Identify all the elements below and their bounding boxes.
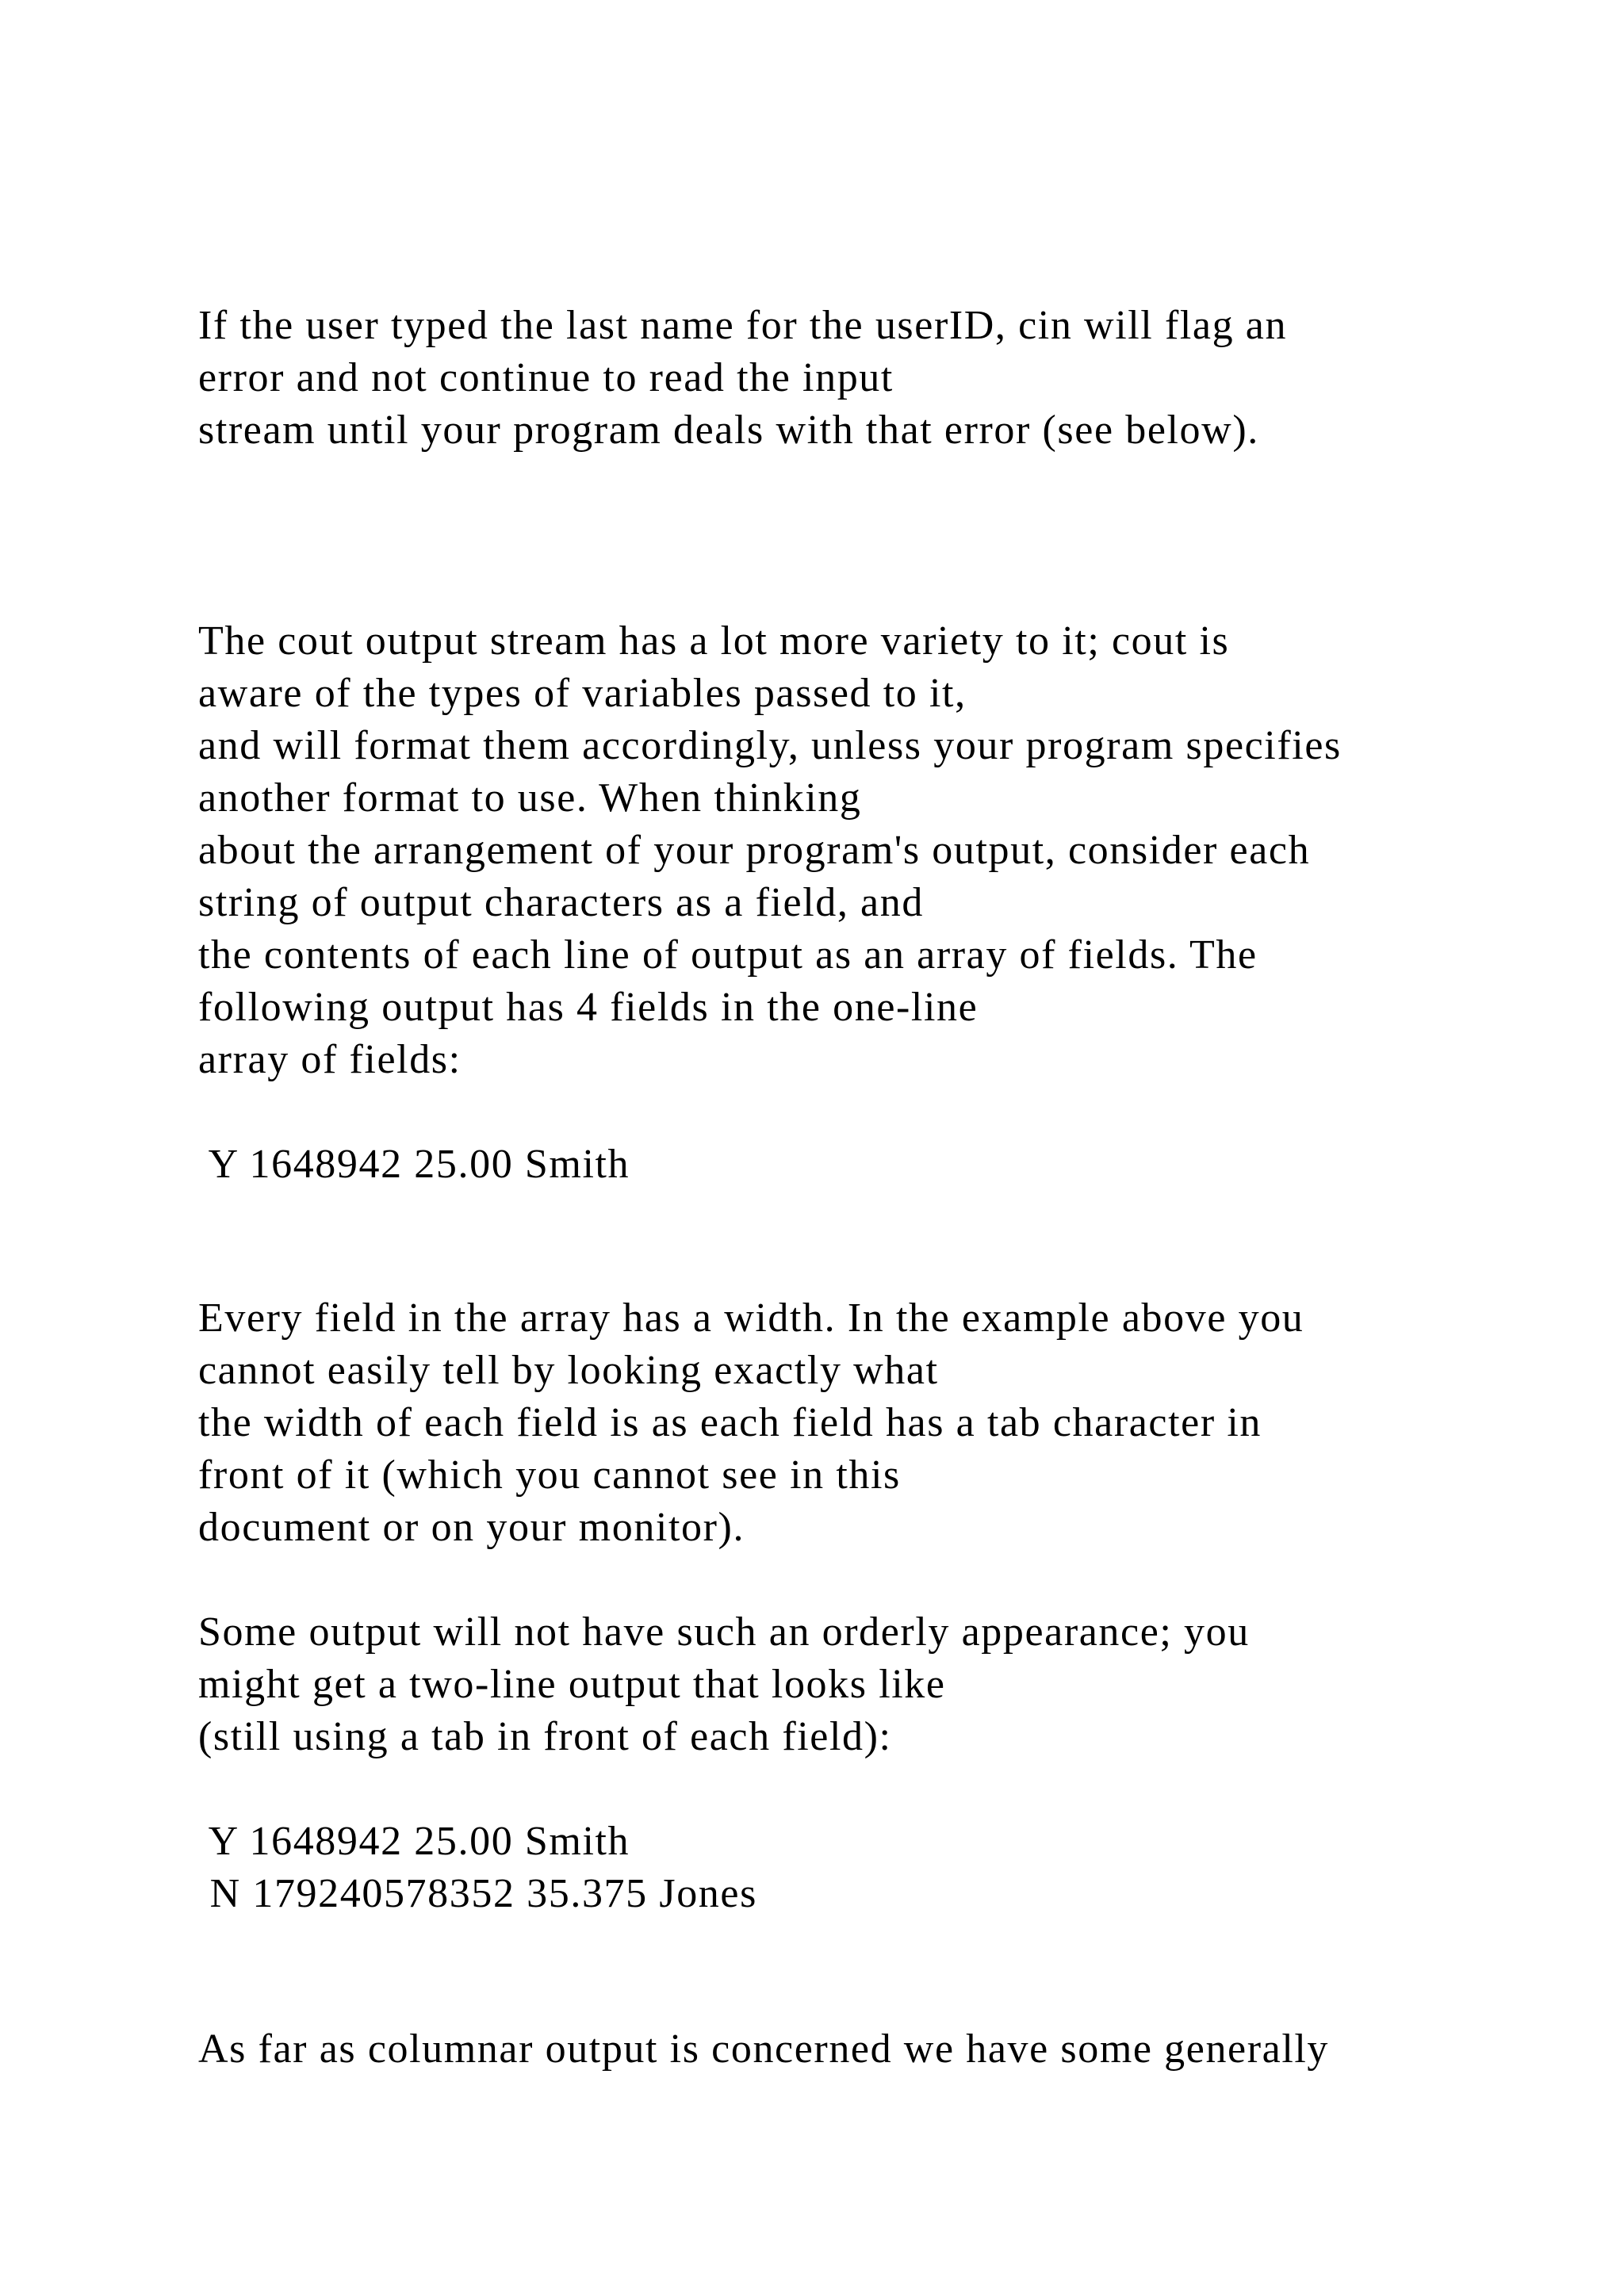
text-line: aware of the types of variables passed to it,	[198, 671, 967, 716]
text-line: cannot easily tell by looking exactly what	[198, 1348, 939, 1393]
text-line: another format to use. When thinking	[198, 775, 862, 821]
text-line: string of output characters as a field, and	[198, 880, 924, 925]
text-line: and will format them accordingly, unless your program specifies	[198, 723, 1342, 768]
example-output-line: N 179240578352 35.375 Jones	[198, 1871, 757, 1916]
text-line: The cout output stream has a lot more variety to it; cout is	[198, 618, 1230, 664]
example-output-line: Y 1648942 25.00 Smith	[198, 1142, 630, 1187]
example-output-line: Y 1648942 25.00 Smith	[198, 1819, 630, 1864]
text-line: (still using a tab in front of each field):	[198, 1714, 892, 1759]
text-line: the width of each field is as each field has a tab character in	[198, 1400, 1262, 1445]
text-line: the contents of each line of output as an array of fields. The	[198, 932, 1258, 978]
text-line: stream until your program deals with that error (see below).	[198, 408, 1259, 453]
text-line: front of it (which you cannot see in this	[198, 1452, 901, 1498]
text-line: Some output will not have such an orderly appearance; you	[198, 1609, 1250, 1655]
text-line: If the user typed the last name for the userID, cin will flag an	[198, 303, 1288, 348]
text-line: As far as columnar output is concerned we have some generally	[198, 2026, 1330, 2072]
text-line: error and not continue to read the input	[198, 355, 894, 400]
text-line: might get a two-line output that looks like	[198, 1662, 946, 1707]
text-line: Every field in the array has a width. In the example above you	[198, 1295, 1304, 1341]
text-line: following output has 4 fields in the one-line	[198, 985, 979, 1030]
text-line: array of fields:	[198, 1037, 462, 1082]
text-line: about the arrangement of your program's output, consider each	[198, 828, 1311, 873]
text-line: document or on your monitor).	[198, 1505, 745, 1550]
